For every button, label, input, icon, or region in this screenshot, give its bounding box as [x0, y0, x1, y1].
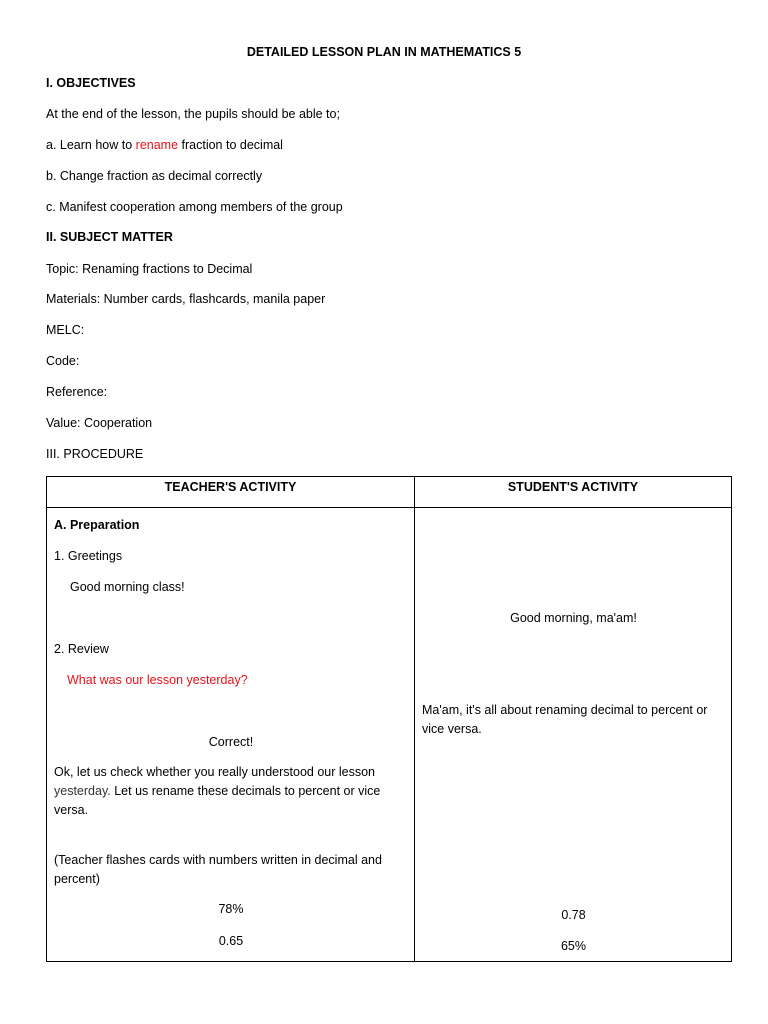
teacher-activity-header: TEACHER'S ACTIVITY: [164, 480, 297, 494]
reference-line: Reference:: [46, 385, 108, 399]
procedure-table-header: [47, 477, 732, 508]
student-greeting-reply: Good morning, ma'am!: [510, 611, 637, 625]
flash-card-2: 0.65: [218, 934, 244, 948]
review-question: What was our lesson yesterday?: [67, 673, 248, 687]
preparation-heading: A. Preparation: [54, 518, 140, 532]
melc-line: MELC:: [46, 323, 85, 337]
student-activity-cell: [415, 508, 732, 962]
value-line: Value: Cooperation: [46, 416, 153, 430]
objective-a-highlight: rename: [135, 138, 179, 152]
objective-a: [46, 137, 283, 153]
objectives-intro: At the end of the lesson, the pupils should be able to;: [46, 107, 340, 121]
check-instruction: [54, 763, 406, 820]
teacher-correct: Correct!: [208, 735, 254, 749]
subject-matter-heading: II. SUBJECT MATTER: [46, 230, 173, 244]
objective-b: b. Change fraction as decimal correctly: [46, 169, 263, 183]
procedure-table-body: [47, 508, 732, 962]
materials-line: Materials: Number cards, flashcards, manila paper: [46, 292, 326, 306]
objective-a-suffix: fraction to decimal: [178, 138, 283, 152]
greetings-label: 1. Greetings: [54, 549, 123, 563]
student-header-cell: [415, 477, 732, 508]
objective-a-prefix: a. Learn how to: [46, 138, 136, 152]
teacher-greeting: Good morning class!: [70, 580, 185, 594]
student-answer-1: 0.78: [561, 908, 586, 922]
check-instruction-yesterday: yesterday.: [54, 784, 111, 798]
student-answer-2: 65%: [560, 939, 587, 953]
code-line: Code:: [46, 354, 80, 368]
teacher-header-cell: [47, 477, 415, 508]
check-instruction-part1: Ok, let us check whether you really understood our lesson: [54, 765, 376, 779]
procedure-heading: III. PROCEDURE: [46, 447, 144, 461]
teacher-activity-cell: [47, 508, 415, 962]
flash-card-1: 78%: [218, 902, 244, 916]
document-title: DETAILED LESSON PLAN IN MATHEMATICS 5: [246, 45, 522, 59]
objectives-heading: I. OBJECTIVES: [46, 76, 136, 90]
procedure-table: [46, 476, 732, 962]
objective-c: c. Manifest cooperation among members of the group: [46, 200, 343, 214]
flash-card-note: (Teacher flashes cards with numbers written in decimal and percent): [54, 853, 382, 886]
student-review-answer: Ma'am, it's all about renaming decimal to percent or vice versa.: [422, 703, 708, 736]
review-label: 2. Review: [54, 642, 109, 656]
check-instruction-part2: Let us rename these decimals to percent or vice versa.: [54, 784, 381, 817]
student-activity-header: STUDENT'S ACTIVITY: [507, 480, 639, 494]
topic-line: Topic: Renaming fractions to Decimal: [46, 262, 253, 276]
